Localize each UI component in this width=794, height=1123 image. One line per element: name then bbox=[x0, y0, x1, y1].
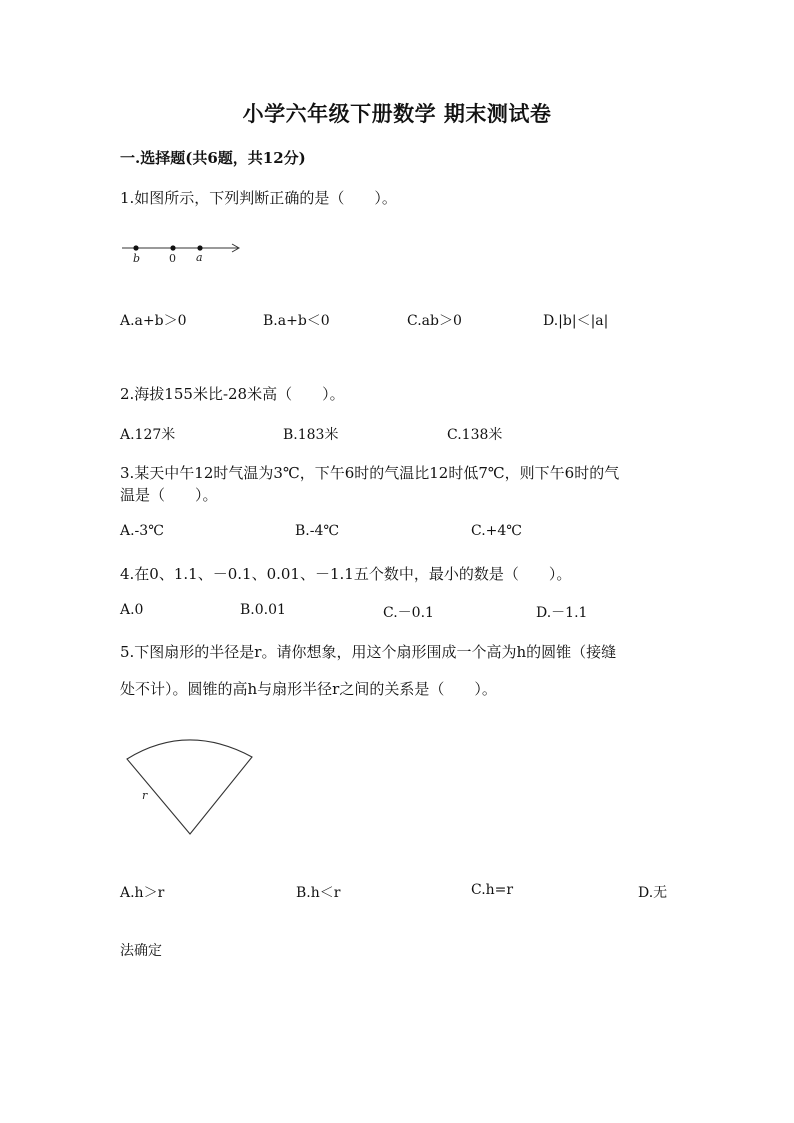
question-2-stem: 2.海拔155米比-28米高（ ）。 bbox=[120, 385, 345, 403]
question-4-stem: 4.在0、1.1、－0.1、0.01、－1.1五个数中，最小的数是（ ）。 bbox=[120, 565, 572, 583]
page-title: 小学六年级下册数学 期末测试卷 bbox=[242, 101, 552, 126]
q5-option-d-continuation: 法确定 bbox=[120, 943, 162, 959]
q4-option-a[interactable]: A.0 bbox=[120, 602, 144, 618]
question-3-stem-line2: 温是（ ）。 bbox=[120, 486, 218, 504]
label-a: a bbox=[196, 251, 203, 264]
section-heading: 一.选择题(共6题，共12分) bbox=[120, 149, 306, 167]
point-b bbox=[133, 245, 138, 250]
q1-option-a[interactable]: A.a+b＞0 bbox=[120, 313, 187, 329]
q5-option-c[interactable]: C.h=r bbox=[471, 882, 514, 898]
label-b: b bbox=[133, 252, 141, 265]
q5-option-a[interactable]: A.h＞r bbox=[120, 885, 165, 901]
q4-option-d[interactable]: D.－1.1 bbox=[536, 605, 588, 621]
q4-option-c[interactable]: C.－0.1 bbox=[383, 605, 434, 621]
point-zero bbox=[170, 245, 175, 250]
q3-option-b[interactable]: B.-4℃ bbox=[295, 523, 340, 539]
label-zero: 0 bbox=[169, 252, 176, 265]
q4-option-b[interactable]: B.0.01 bbox=[240, 602, 286, 618]
sector-figure bbox=[120, 728, 260, 840]
question-1-stem: 1.如图所示，下列判断正确的是（ ）。 bbox=[120, 189, 397, 207]
q1-option-d[interactable]: D.|b|＜|a| bbox=[543, 313, 609, 329]
q2-option-c[interactable]: C.138米 bbox=[447, 427, 503, 443]
q3-option-c[interactable]: C.+4℃ bbox=[471, 523, 522, 539]
q3-option-a[interactable]: A.-3℃ bbox=[120, 523, 164, 539]
q1-option-b[interactable]: B.a+b＜0 bbox=[263, 313, 330, 329]
q2-option-b[interactable]: B.183米 bbox=[283, 427, 339, 443]
question-5-stem-line2: 处不计）。圆锥的高h与扇形半径r之间的关系是（ ）。 bbox=[120, 680, 497, 698]
question-3-stem-line1: 3.某天中午12时气温为3℃，下午6时的气温比12时低7℃，则下午6时的气 bbox=[120, 464, 620, 482]
number-line-figure bbox=[118, 236, 248, 268]
q1-option-c[interactable]: C.ab＞0 bbox=[407, 313, 462, 329]
sector-shape bbox=[127, 740, 252, 834]
q5-option-d[interactable]: D.无 bbox=[638, 885, 668, 901]
point-a bbox=[197, 245, 202, 250]
q2-option-a[interactable]: A.127米 bbox=[120, 427, 176, 443]
question-5-stem-line1: 5.下图扇形的半径是r。请你想象，用这个扇形围成一个高为h的圆锥（接缝 bbox=[120, 643, 617, 661]
radius-label: r bbox=[142, 789, 148, 802]
q5-option-b[interactable]: B.h＜r bbox=[296, 885, 341, 901]
